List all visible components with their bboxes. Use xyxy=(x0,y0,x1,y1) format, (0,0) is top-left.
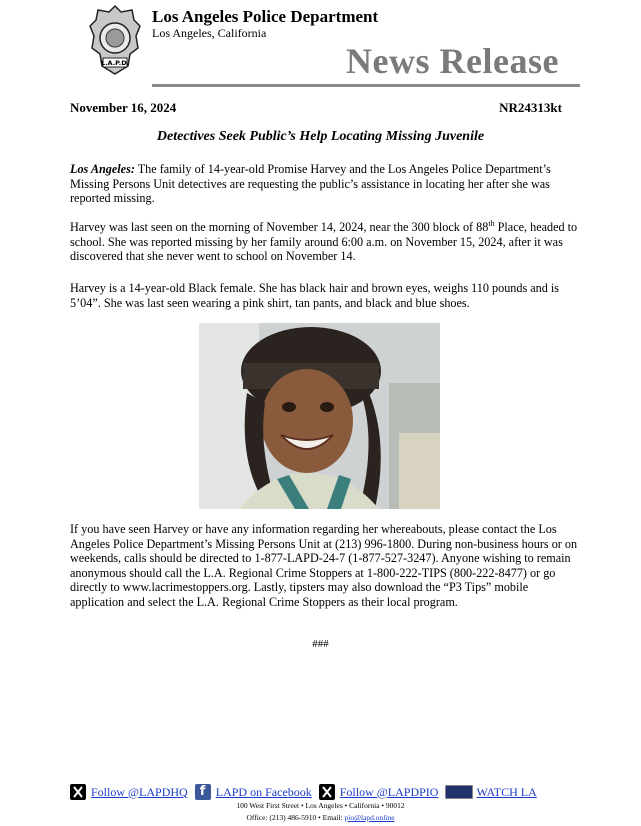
release-date: November 16, 2024 xyxy=(70,100,177,115)
paragraph-description: Harvey is a 14-year-old Black female. She has black hair and brown eyes, weighs 110 pounds and is 5’04”. She was last seen wearing a pink shirt, tan pants, and black and blue shoes. xyxy=(70,281,560,310)
ordinal-suffix: th xyxy=(488,218,495,228)
last-seen-text-b: Place, headed to school. She was reported missing by her family around 6:00 a.m. on November 15, 2024, after it was discovered that she never went to school on November 14. xyxy=(70,220,578,264)
x-icon xyxy=(70,784,86,800)
email-link[interactable]: pio@lapd.online xyxy=(344,813,395,822)
social-links-bar xyxy=(70,783,570,801)
paragraph-last-seen xyxy=(70,220,584,264)
last-seen-text-a: Harvey was last seen on the morning of November 14, 2024, near the 300 block of 88 xyxy=(70,220,489,234)
missing-person-photo xyxy=(199,323,440,509)
facebook-icon: f xyxy=(195,784,211,800)
watch-la-link[interactable]: WATCH LA xyxy=(476,784,537,799)
intro-body: The family of 14-year-old Promise Harvey and the Los Angeles Police Department’s Missing Persons Unit detectives are requesting the public’s assistance in locating her after she was reported missing. xyxy=(70,162,551,206)
footer-contact xyxy=(0,813,641,822)
follow-lapdhq-link[interactable]: Follow @LAPDHQ xyxy=(91,784,188,799)
follow-lapdpio-link[interactable]: Follow @LAPDPIO xyxy=(339,784,439,799)
office-phone-text: Office: (213) 486-5910 • Email: xyxy=(246,813,345,822)
footer-address: 100 West First Street • Los Angeles • California • 90012 xyxy=(236,801,405,810)
headline: Detectives Seek Public’s Help Locating Missing Juvenile xyxy=(156,129,485,144)
org-location: Los Angeles, California xyxy=(152,26,267,40)
doc-type-title: News Release xyxy=(346,41,559,81)
org-name: Los Angeles Police Department xyxy=(152,7,379,26)
dateline: Los Angeles: xyxy=(70,162,135,176)
lapd-facebook-link[interactable]: LAPD on Facebook xyxy=(215,784,312,799)
badge-text: L.A.P.D. xyxy=(100,59,130,67)
watch-la-icon xyxy=(445,785,473,799)
paragraph-contact-info: If you have seen Harvey or have any information regarding her whereabouts, please contact the Los Angeles Police Department’s Missing Persons Unit at (213) 996-1800. During non-business hours or on weekends, calls should be directed to 1-877-LAPD-24-7 (1-877-527-3247). Anyone wishing to remain anonymous should call the L.A. Regional Crime Stoppers at 1-800-222-TIPS (800-222-8477) or go directly to www.lacrimestoppers.org. Lastly, tipsters may also download the “P3 Tips” mobile application and select the L.A. Regional Crime Stoppers as their local program. xyxy=(70,522,578,609)
header-rule xyxy=(152,84,580,87)
end-mark: ### xyxy=(312,638,329,650)
paragraph-intro xyxy=(70,162,584,206)
lapd-badge-logo xyxy=(88,4,142,78)
x-icon xyxy=(319,784,335,800)
release-number: NR24313kt xyxy=(499,100,562,115)
